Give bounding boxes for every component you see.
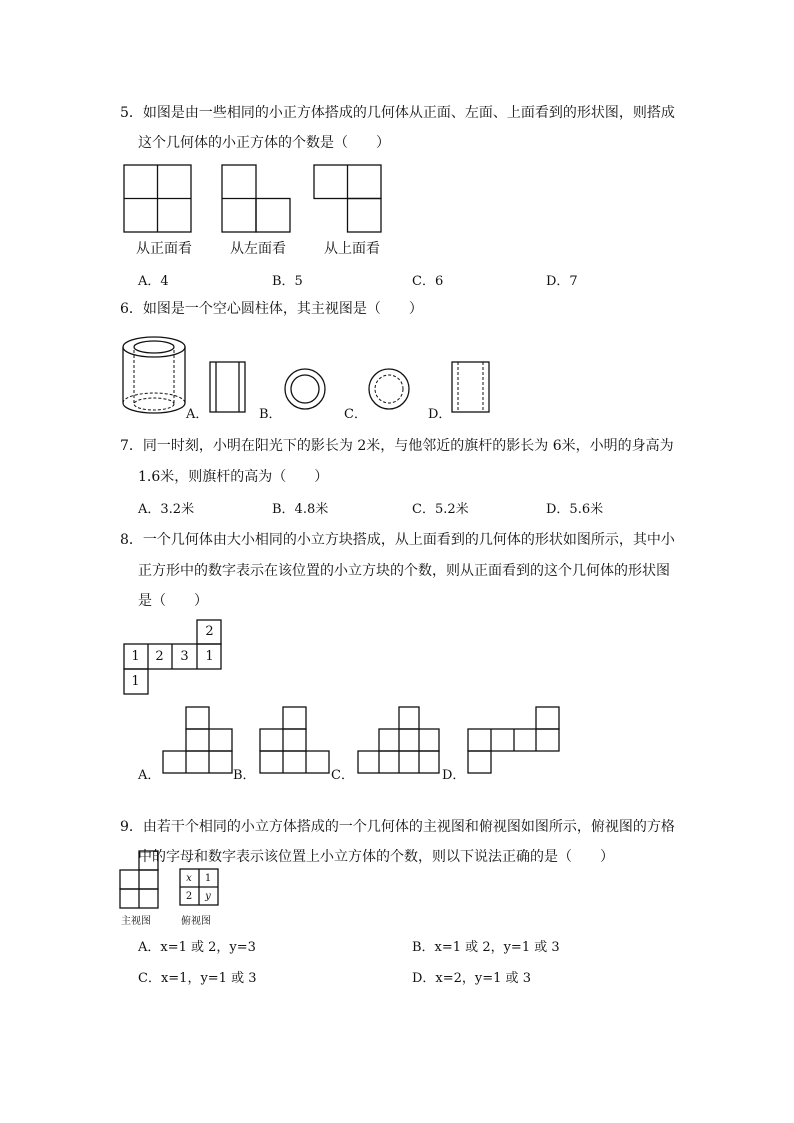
q5-option-a[interactable]: A．4: [138, 274, 169, 289]
q7-option-b[interactable]: B．4.8米: [272, 502, 329, 517]
q9-option-d[interactable]: D．x=2，y=1 或 3: [412, 971, 531, 986]
q9-cell-y: y: [205, 890, 211, 902]
q6-stem: 6．如图是一个空心圆柱体，其主视图是（ ）: [120, 301, 423, 317]
q6-option-d[interactable]: D．: [428, 407, 452, 422]
q5-option-b[interactable]: B．5: [272, 274, 303, 289]
q5-stem-line2: 这个几何体的小正方体的个数是（ ）: [138, 135, 390, 151]
q8-grid-top: 2: [205, 624, 214, 639]
q5-option-c[interactable]: C．6: [412, 274, 444, 289]
q8-grid-cell-3: 3: [180, 649, 189, 664]
q8-grid-cell-2: 2: [155, 649, 164, 664]
q9-stem-line2: 中的字母和数字表示该位置上小立方体的个数，则以下说法正确的是（ ）: [138, 849, 614, 865]
q9-cell-two: 2: [185, 890, 193, 902]
q8-grid-cell-1: 1: [131, 649, 140, 664]
q8-option-b[interactable]: B．: [233, 768, 256, 783]
q9-caption-top: 俯视图: [181, 916, 211, 927]
q8-grid-cell-4: 1: [205, 649, 214, 664]
q8-option-a[interactable]: A．: [138, 768, 161, 783]
q5-caption-left: 从左面看: [230, 241, 286, 257]
q9-option-b[interactable]: B．x=1 或 2，y=1 或 3: [412, 940, 560, 955]
q7-option-c[interactable]: C．5.2米: [412, 502, 469, 517]
q7-option-a[interactable]: A．3.2米: [138, 502, 195, 517]
q9-option-a[interactable]: A．x=1 或 2，y=3: [138, 940, 256, 955]
q9-main-view: [120, 851, 158, 908]
q9-cell-x: x: [186, 872, 192, 884]
q6-option-a[interactable]: A．: [186, 407, 209, 422]
q9-option-c[interactable]: C．x=1，y=1 或 3: [138, 971, 257, 986]
q8-grid-bottom: 1: [131, 674, 140, 689]
q5-caption-top: 从上面看: [324, 241, 380, 257]
q8-stem-line3: 是（ ）: [138, 593, 208, 609]
q7-stem-line1: 7．同一时刻，小明在阳光下的影长为 2米，与他邻近的旗杆的影长为 6米，小明的身高为: [120, 438, 674, 454]
q5-stem-line1: 5．如图是由一些相同的小正方体搭成的几何体从正面、左面、上面看到的形状图，则搭成: [120, 105, 675, 121]
q9-caption-main: 主视图: [121, 916, 151, 927]
q6-option-c[interactable]: C．: [344, 407, 367, 422]
q9-cell-one: 1: [204, 872, 212, 884]
q7-stem-line2: 1.6米，则旗杆的高为（ ）: [138, 469, 329, 485]
q8-stem-line1: 8．一个几何体由大小相同的小立方块搭成，从上面看到的几何体的形状如图所示，其中小: [120, 532, 675, 548]
q5-caption-front: 从正面看: [136, 241, 192, 257]
q5-option-d[interactable]: D．7: [546, 274, 578, 289]
q8-stem-line2: 正方形中的数字表示在该位置的小立方块的个数，则从正面看到的这个几何体的形状图: [138, 563, 670, 579]
q6-option-b[interactable]: B．: [259, 407, 282, 422]
q8-option-d[interactable]: D．: [442, 768, 466, 783]
q9-stem-line1: 9．由若干个相同的小立方体搭成的一个几何体的主视图和俯视图如图所示，俯视图的方格: [120, 819, 675, 835]
q8-option-c[interactable]: C．: [331, 768, 354, 783]
q7-option-d[interactable]: D．5.6米: [546, 502, 604, 517]
